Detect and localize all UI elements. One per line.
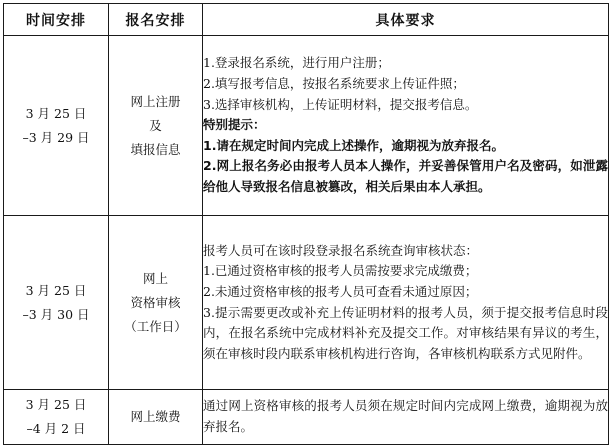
time-cell bbox=[4, 36, 109, 216]
requirements-cell bbox=[203, 390, 609, 445]
arrangement-line: 及 bbox=[149, 117, 162, 133]
arrangement-cell bbox=[109, 36, 203, 216]
requirements-cell bbox=[203, 36, 609, 216]
arrangement-line: 填报信息 bbox=[130, 141, 181, 157]
requirements-cell bbox=[203, 216, 609, 390]
requirement-intro: 报考人员可在该时段登录报名系统查询审核状态： bbox=[203, 242, 479, 258]
arrangement-line: 网上缴费 bbox=[130, 409, 181, 424]
requirement-item: 1.已通过资格审核的报考人员需按要求完成缴费； bbox=[203, 263, 478, 279]
time-end: –3 月 29 日 bbox=[22, 129, 90, 145]
requirement-item: 1.登录报名系统，进行用户注册； bbox=[203, 55, 390, 71]
time-end: –4 月 2 日 bbox=[26, 421, 86, 436]
table-row-payment bbox=[4, 390, 609, 445]
arrangement-cell bbox=[109, 390, 203, 445]
header-row bbox=[4, 4, 609, 36]
time-end: –3 月 30 日 bbox=[22, 306, 90, 322]
special-tip-item: 2.网上报名务必由报考人员本人操作，并妥善保管用户名及密码，如泄露给他人导致报名信息被篡改，相关后果由本人承担。 bbox=[203, 158, 608, 194]
requirement-item: 2.填写报考信息，按报名系统要求上传证件照； bbox=[203, 76, 465, 92]
arrangement-line: 资格审核 bbox=[130, 294, 181, 310]
requirement-item: 2.未通过资格审核的报考人员可查看未通过原因； bbox=[203, 283, 478, 299]
arrangement-line: （工作日） bbox=[124, 318, 187, 334]
time-cell bbox=[4, 216, 109, 390]
arrangement-cell bbox=[109, 216, 203, 390]
header-arrangement: 报名安排 bbox=[109, 4, 203, 36]
table-row-registration bbox=[4, 36, 609, 216]
arrangement-line: 网上注册 bbox=[130, 93, 181, 109]
time-start: 3 月 25 日 bbox=[25, 105, 87, 121]
table-row-qualification-review bbox=[4, 216, 609, 390]
requirement-item: 3.提示需要更改或补充上传证明材料的报考人员，须于提交报考信息时段内，在报名系统中完成材料补充及提交工作。对审核结果有异议的考生，须在审核时段内联系审核机构进行咨询，各审核机构联系方式见附件。 bbox=[203, 304, 608, 361]
requirement-text: 通过网上资格审核的报考人员须在规定时间内完成网上缴费，逾期视为放弃报名。 bbox=[203, 398, 608, 434]
arrangement-line: 网上 bbox=[142, 270, 168, 286]
registration-schedule-table bbox=[3, 3, 609, 445]
time-start: 3 月 25 日 bbox=[25, 282, 87, 298]
special-tip-item: 1.请在规定时间内完成上述操作，逾期视为放弃报名。 bbox=[203, 137, 504, 153]
header-time: 时间安排 bbox=[4, 4, 109, 36]
special-tip-title: 特别提示： bbox=[203, 117, 266, 133]
time-cell bbox=[4, 390, 109, 445]
header-requirements: 具体要求 bbox=[203, 4, 609, 36]
requirement-item: 3.选择审核机构，上传证明材料，提交报考信息。 bbox=[203, 96, 478, 112]
time-start: 3 月 25 日 bbox=[25, 397, 87, 412]
